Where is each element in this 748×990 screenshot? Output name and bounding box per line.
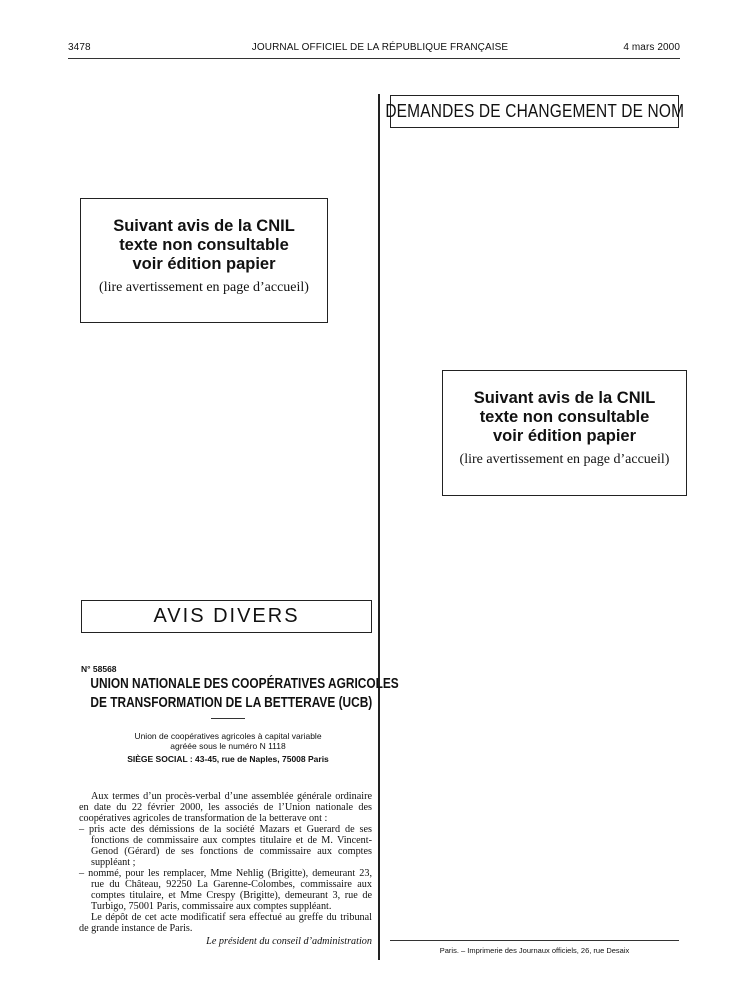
header-rule [68, 58, 680, 59]
footer-imprint: Paris. – Imprimerie des Journaux officiels, 26, rue Desaix [439, 946, 630, 955]
cnil-notice-right [442, 370, 687, 496]
bullet-1: – pris acte des démissions de la société Mazars et Guerard de ses fonctions de commissaire aux comptes titulaire et de M. Vincent-Genod (Gérard) de ses fonctions de commissaire aux comptes suppléant ; [79, 824, 372, 868]
section-title-box [385, 95, 684, 128]
notice-number: N° 58568 [81, 664, 117, 674]
page-number: 3478 [68, 42, 91, 53]
cnil-notice-left [80, 198, 328, 323]
column-divider [378, 94, 380, 960]
cnil-line-2: texte non consultable [119, 236, 289, 254]
subtitle-line-1: Union de coopératives agricoles à capital variable [134, 731, 322, 741]
bullet-2: – nommé, pour les remplacer, Mme Nehlig (Brigitte), demeurant 23, rue du Château, 92250 La Garenne-Colombes, commissaire aux comptes titulaire, et Mme Crespy (Brigitte), demeurant 3, rue de Turbigo, 75001 Paris, commissaire aux comptes suppléant. [79, 868, 372, 912]
org-subtitle [100, 732, 356, 765]
cnil-note: (lire avertissement en page d’accueil) [99, 280, 309, 295]
org-name [60, 675, 398, 713]
siege-social: SIÈGE SOCIAL : 43-45, rue de Naples, 75008 Paris [127, 754, 329, 764]
header-date: 4 mars 2000 [623, 42, 680, 53]
cnil-line-3: voir édition papier [492, 427, 637, 445]
intro-paragraph: Aux termes d’un procès-verbal d’une assemblée générale ordinaire en date du 22 février 2000, les associés de l’Union nationale des coopératives agricoles de transformation de la betterave ont : [79, 791, 372, 824]
org-underline [211, 718, 245, 719]
subtitle-line-2: agréée sous le numéro N 1118 [170, 740, 286, 751]
notice-body [79, 791, 372, 947]
avis-divers-title: AVIS DIVERS [153, 605, 300, 627]
journal-title: JOURNAL OFFICIEL DE LA RÉPUBLIQUE FRANÇAISE [251, 42, 509, 53]
footer-rule [390, 940, 679, 941]
org-name-line-2: DE TRANSFORMATION DE LA BETTERAVE (UCB) [90, 695, 373, 711]
cnil-line-2: texte non consultable [479, 408, 650, 426]
signature: Le président du conseil d’administration [206, 936, 372, 947]
org-name-line-1: UNION NATIONALE DES COOPÉRATIVES AGRICOLES [90, 676, 399, 692]
cnil-line-1: Suivant avis de la CNIL [113, 217, 295, 235]
section-title: DEMANDES DE CHANGEMENT DE NOM [385, 101, 684, 121]
cnil-note: (lire avertissement en page d’accueil) [459, 452, 670, 467]
cnil-line-3: voir édition papier [132, 255, 276, 273]
avis-divers-box [81, 600, 372, 633]
depot-paragraph: Le dépôt de cet acte modificatif sera effectué au greffe du tribunal de grande instance de Paris. [79, 912, 372, 934]
cnil-line-1: Suivant avis de la CNIL [473, 389, 656, 407]
